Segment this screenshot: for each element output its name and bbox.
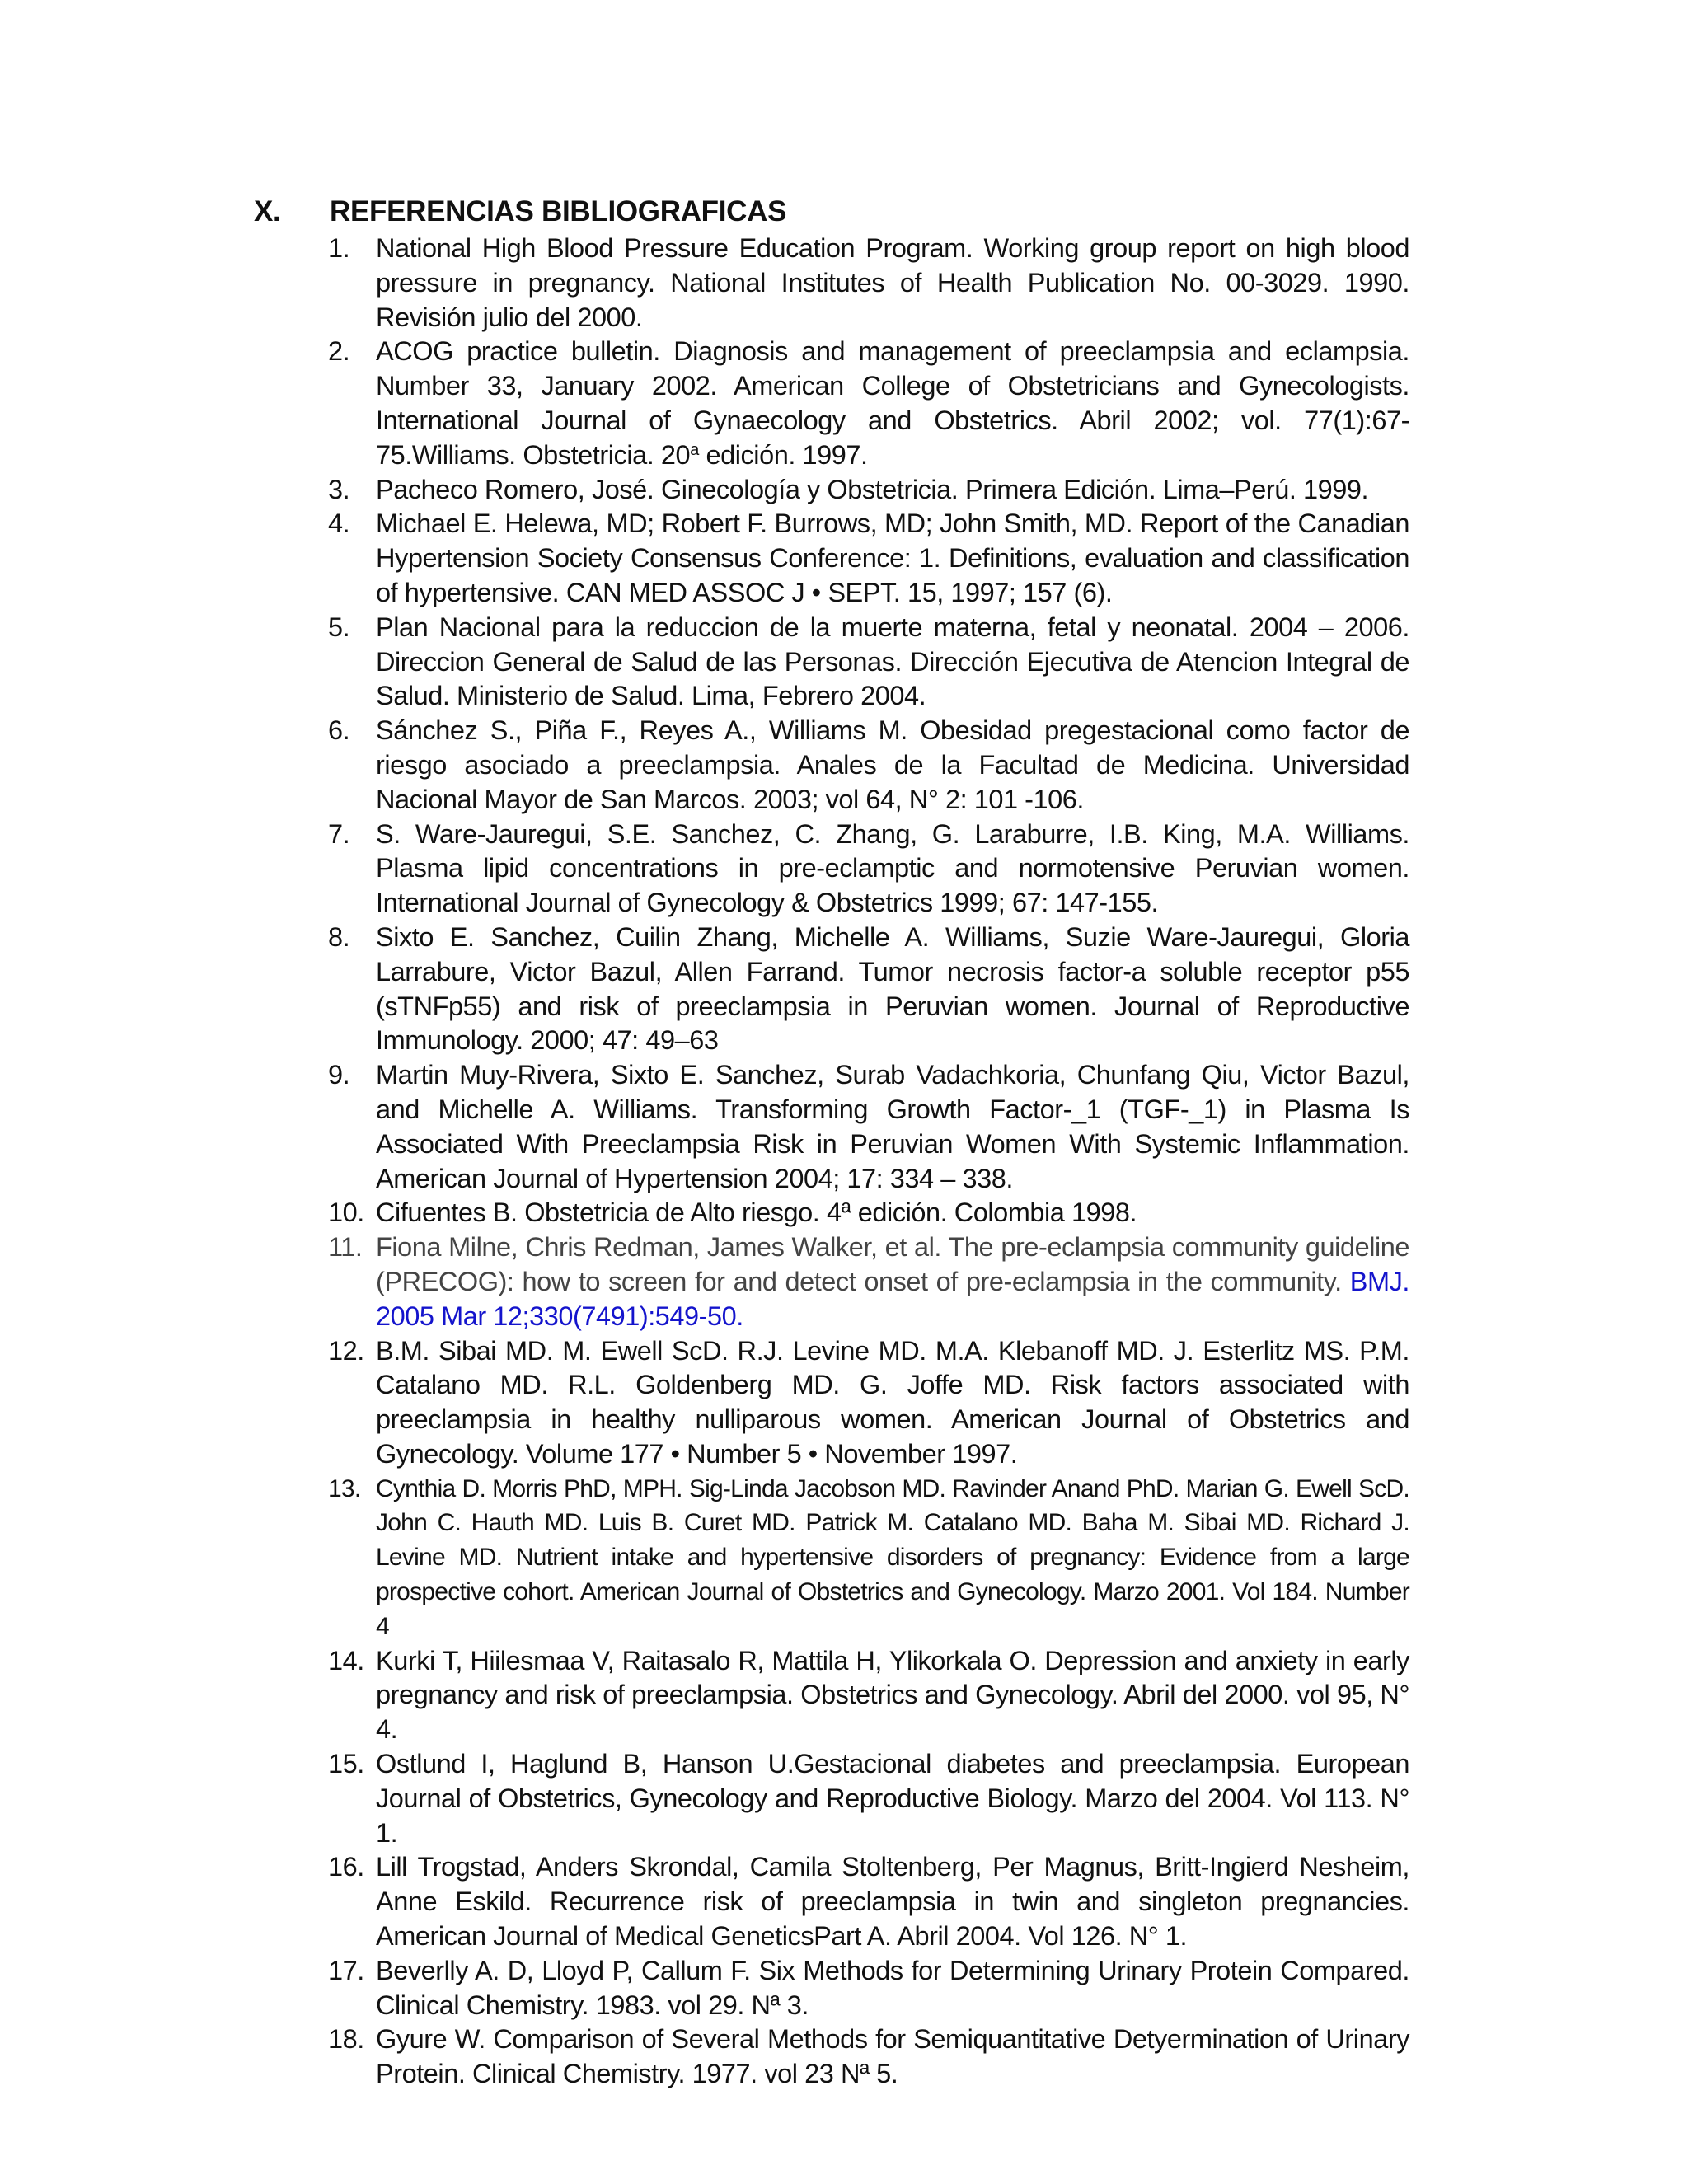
section-number: X. — [254, 195, 281, 227]
reference-link[interactable]: BMJ. 2005 Mar 12;330(7491):549-50. — [376, 1266, 1409, 1331]
section-title: REFERENCIAS BIBLIOGRAFICAS — [330, 195, 787, 227]
reference-text: Plan Nacional para la reduccion de la muerte materna, fetal y neonatal. 2004 – 2006. Direccion General de Salud de las Personas. Dirección Ejecutiva de Atencion Integral de Salud. Ministerio de Salud. Lima, Febrero 2004. — [376, 612, 1409, 711]
reference-item-11 — [328, 1230, 1409, 1333]
reference-text: ACOG practice bulletin. Diagnosis and management of preeclampsia and eclampsia. Number 33, January 2002. American College of Obstetricians and Gynecologists. International Journal of Gynaecology and Obstetrics. Abril 2002; vol. 77(1):67-75.Williams. Obstetricia. 20 — [376, 336, 1409, 470]
reference-text: Martin Muy-Rivera, Sixto E. Sanchez, Surab Vadachkoria, Chunfang Qiu, Victor Bazul, and Michelle A. Williams. Transforming Growth Factor-_1 (TGF-_1) in Plasma Is Associated With Preeclampsia Risk in Peruvian Women With Systemic Inflammation. American Journal of Hypertension 2004; 17: 334 – 338. — [376, 1060, 1409, 1193]
reference-number: 6. — [328, 715, 350, 746]
reference-text: Pacheco Romero, José. Ginecología y Obstetricia. Primera Edición. Lima–Perú. 1999. — [376, 474, 1369, 504]
reference-number: 4. — [328, 509, 350, 539]
reference-number: 16. — [328, 1852, 364, 1882]
reference-superscript: a — [690, 440, 699, 459]
reference-number: 8. — [328, 921, 350, 952]
reference-text: B.M. Sibai MD. M. Ewell ScD. R.J. Levine MD. M.A. Klebanoff MD. J. Esterlitz MS. P.M. Catalano MD. R.L. Goldenberg MD. G. Joffe MD. Risk factors associated with preeclampsia in healthy nulliparous women. American Journal of Obstetrics and Gynecology. Volume 177 • Number 5 • November 1997. — [376, 1335, 1409, 1469]
reference-text: Sánchez S., Piña F., Reyes A., Williams M. Obesidad pregestacional como factor de riesgo asociado a preeclampsia. Anales de la Facultad de Medicina. Universidad Nacional Mayor de San Marcos. 2003; vol 64, N° 2: 101 -106. — [376, 715, 1409, 814]
reference-item-16 — [328, 1850, 1409, 1953]
reference-number: 13. — [328, 1474, 361, 1502]
reference-item-3 — [328, 473, 1409, 508]
reference-item-18 — [328, 2022, 1409, 2092]
reference-number: 3. — [328, 474, 350, 504]
reference-text: Fiona Milne, Chris Redman, James Walker, et al. The pre-eclampsia community guideline (PRECOG): how to screen for and detect onset of pre-eclampsia in the community. — [376, 1232, 1409, 1296]
reference-list — [328, 232, 1409, 2092]
reference-number: 12. — [328, 1335, 364, 1366]
reference-text: Cifuentes B. Obstetricia de Alto riesgo. 4ª edición. Colombia 1998. — [376, 1197, 1137, 1228]
reference-number: 1. — [328, 233, 350, 263]
reference-item-12 — [328, 1334, 1409, 1472]
reference-number: 18. — [328, 2024, 364, 2055]
reference-item-1 — [328, 232, 1409, 335]
reference-item-4 — [328, 507, 1409, 610]
reference-number: 9. — [328, 1060, 350, 1090]
reference-number: 17. — [328, 1955, 364, 1985]
reference-text-continued: edición. 1997. — [698, 439, 868, 470]
reference-item-14 — [328, 1644, 1409, 1747]
reference-text: Ostlund I, Haglund B, Hanson U.Gestacional diabetes and preeclampsia. European Journal of Obstetrics, Gynecology and Reproductive Biology. Marzo del 2004. Vol 113. N° 1. — [376, 1749, 1409, 1848]
reference-number: 5. — [328, 612, 350, 642]
reference-number: 15. — [328, 1749, 364, 1779]
reference-item-7 — [328, 818, 1409, 921]
reference-item-6 — [328, 714, 1409, 817]
reference-item-2 — [328, 335, 1409, 472]
reference-item-13 — [328, 1472, 1409, 1644]
reference-text: Lill Trogstad, Anders Skrondal, Camila Stoltenberg, Per Magnus, Britt-Ingierd Nesheim, Anne Eskild. Recurrence risk of preeclampsia in twin and singleton pregnancies. American Journal of Medical GeneticsPart A. Abril 2004. Vol 126. N° 1. — [376, 1852, 1409, 1952]
reference-item-8 — [328, 921, 1409, 1058]
reference-text: Beverlly A. D, Lloyd P, Callum F. Six Methods for Determining Urinary Protein Compared. Clinical Chemistry. 1983. vol 29. Nª 3. — [376, 1955, 1409, 2020]
reference-text: Kurki T, Hiilesmaa V, Raitasalo R, Mattila H, Ylikorkala O. Depression and anxiety in early pregnancy and risk of preeclampsia. Obstetrics and Gynecology. Abril del 2000. vol 95, N° 4. — [376, 1645, 1409, 1745]
reference-item-9 — [328, 1058, 1409, 1196]
reference-number: 10. — [328, 1197, 364, 1228]
reference-text: Gyure W. Comparison of Several Methods for Semiquantitative Detyermination of Urinary Protein. Clinical Chemistry. 1977. vol 23 Nª 5. — [376, 2024, 1409, 2089]
reference-text: Cynthia D. Morris PhD, MPH. Sig-Linda Jacobson MD. Ravinder Anand PhD. Marian G. Ewell ScD. John C. Hauth MD. Luis B. Curet MD. Patrick M. Catalano MD. Baha M. Sibai MD. Richard J. Levine MD. Nutrient intake and hypertensive disorders of pregnancy: Evidence from a large prospective cohort. American Journal of Obstetrics and Gynecology. Marzo 2001. Vol 184. Number 4 — [376, 1474, 1409, 1640]
reference-number: 2. — [328, 336, 350, 367]
reference-item-10 — [328, 1196, 1409, 1230]
reference-number: 7. — [328, 818, 350, 849]
reference-text: National High Blood Pressure Education Program. Working group report on high blood pressure in pregnancy. National Institutes of Health Publication No. 00-3029. 1990. Revisión julio del 2000. — [376, 233, 1409, 332]
section-heading — [254, 194, 1408, 229]
reference-number: 14. — [328, 1645, 364, 1675]
reference-text: S. Ware-Jauregui, S.E. Sanchez, C. Zhang, G. Laraburre, I.B. King, M.A. Williams. Plasma lipid concentrations in pre-eclamptic and normotensive Peruvian women. International Journal of Gynecology & Obstetrics 1999; 67: 147-155. — [376, 818, 1409, 918]
reference-item-17 — [328, 1954, 1409, 2023]
reference-item-15 — [328, 1747, 1409, 1850]
reference-text: Sixto E. Sanchez, Cuilin Zhang, Michelle A. Williams, Suzie Ware-Jauregui, Gloria Larrabure, Victor Bazul, Allen Farrand. Tumor necrosis factor-a soluble receptor p55 (sTNFp55) and risk of preeclampsia in Peruvian women. Journal of Reproductive Immunology. 2000; 47: 49–63 — [376, 921, 1409, 1056]
reference-text: Michael E. Helewa, MD; Robert F. Burrows, MD; John Smith, MD. Report of the Canadian Hypertension Society Consensus Conference: 1. Definitions, evaluation and classification of hypertensive. CAN MED ASSOC J • SEPT. 15, 1997; 157 (6). — [376, 509, 1409, 607]
reference-number: 11. — [328, 1232, 363, 1263]
reference-item-5 — [328, 611, 1409, 714]
